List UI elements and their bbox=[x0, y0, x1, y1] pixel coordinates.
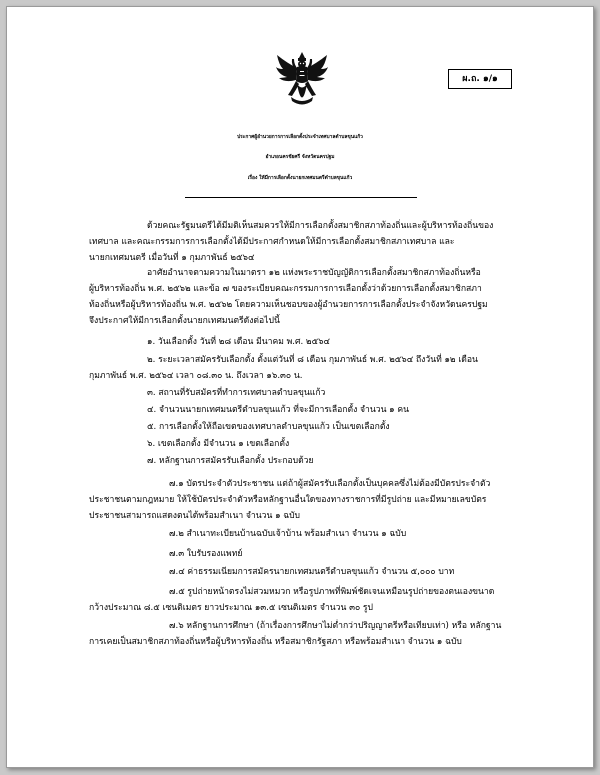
list-item: ๔. จำนวนนายกเทศมนตรีตำบลขุนแก้ว ที่จะมีการเลือกตั้ง จำนวน ๑ คน bbox=[147, 405, 409, 415]
body-line: ประชาชนสามารถแสดงตนได้พร้อมสำเนา จำนวน ๑ ฉบับ bbox=[89, 511, 301, 521]
body-line: ประชาชนตามกฎหมาย ให้ใช้บัตรประจำตัวหรือหลักฐานอื่นใดของทางราชการที่มีรูปถ่าย และมีหมายเลขบัตร bbox=[89, 495, 487, 505]
body-line: อาศัยอำนาจตามความในมาตรา ๑๒ แห่งพระราชบัญญัติการเลือกตั้งสมาชิกสภาท้องถิ่นหรือ bbox=[147, 268, 481, 278]
sub-item: ๗.๔ ค่าธรรมเนียมการสมัครนายกเทศมนตรีตำบลขุนแก้ว จำนวน ๕,๐๐๐ บาท bbox=[169, 567, 455, 577]
list-item: ๖. เขตเลือกตั้ง มีจำนวน ๑ เขตเลือกตั้ง bbox=[147, 439, 290, 449]
body-line: กุมภาพันธ์ พ.ศ. ๒๕๖๔ เวลา ๐๘.๓๐ น. ถึงเวลา ๑๖.๓๐ น. bbox=[89, 371, 303, 381]
body-line: กว้างประมาณ ๘.๕ เซนติเมตร ยาวประมาณ ๑๓.๕ เซนติเมตร จำนวน ๓๐ รูป bbox=[89, 603, 373, 613]
district-province: อำเภอนครชัยศรี จังหวัดนครปฐม bbox=[265, 154, 335, 160]
list-item: ๗. หลักฐานการสมัครรับเลือกตั้ง ประกอบด้วย bbox=[147, 456, 314, 466]
garuda-emblem-icon bbox=[275, 51, 329, 113]
sub-item: ๗.๒ สำเนาทะเบียนบ้านฉบับเจ้าบ้าน พร้อมสำเนา จำนวน ๑ ฉบับ bbox=[169, 529, 407, 539]
announcement-title: ประกาศผู้อำนวยการการเลือกตั้งประจำเทศบาลตำบลขุนแก้ว bbox=[237, 134, 363, 140]
title-divider bbox=[185, 197, 417, 198]
body-line: จึงประกาศให้มีการเลือกตั้งนายกเทศมนตรีดังต่อไปนี้ bbox=[89, 316, 280, 326]
body-line: ด้วยคณะรัฐมนตรีได้มีมติเห็นสมควรให้มีการเลือกตั้งสมาชิกสภาท้องถิ่นและผู้บริหารท้องถิ่นของ bbox=[147, 221, 494, 231]
announcement-subject: เรื่อง ให้มีการเลือกตั้งนายกเทศมนตรีตำบลขุนแก้ว bbox=[247, 175, 353, 181]
body-line: เทศบาล และคณะกรรมการการเลือกตั้งได้มีประกาศกำหนดให้มีการเลือกตั้งสมาชิกสภาเทศบาล และ bbox=[89, 237, 455, 247]
body-line: ผู้บริหารท้องถิ่น พ.ศ. ๒๕๖๒ และข้อ ๗ ของระเบียบคณะกรรมการการเลือกตั้งว่าด้วยการเลือกตั้งสมาชิกสภา bbox=[89, 284, 482, 294]
body-line: ท้องถิ่นหรือผู้บริหารท้องถิ่น พ.ศ. ๒๕๖๒ โดยความเห็นชอบของผู้อำนวยการการเลือกตั้งประจำจังหวัดนครปฐม bbox=[89, 300, 488, 310]
list-item: ๒. ระยะเวลาสมัครรับเลือกตั้ง ตั้งแต่วันที่ ๘ เดือน กุมภาพันธ์ พ.ศ. ๒๕๖๔ ถึงวันที่ ๑๒ เดือน bbox=[147, 355, 478, 365]
list-item: ๑. วันเลือกตั้ง วันที่ ๒๘ เดือน มีนาคม พ.ศ. ๒๕๖๔ bbox=[147, 337, 331, 347]
sub-item: ๗.๓ ใบรับรองแพทย์ bbox=[169, 549, 243, 559]
document-page bbox=[6, 6, 594, 768]
list-item: ๓. สถานที่รับสมัครที่ทำการเทศบาลตำบลขุนแก้ว bbox=[147, 388, 326, 398]
body-line: นายกเทศมนตรี เมื่อวันที่ ๑ กุมภาพันธ์ ๒๕๖๔ bbox=[89, 253, 255, 263]
list-item: ๕. การเลือกตั้งให้ถือเขตของเทศบาลตำบลขุนแก้ว เป็นเขตเลือกตั้ง bbox=[147, 422, 390, 432]
sub-item: ๗.๑ บัตรประจำตัวประชาชน แต่ถ้าผู้สมัครรับเลือกตั้งเป็นบุคคลซึ่งไม่ต้องมีบัตรประจำตัว bbox=[169, 479, 491, 489]
sub-item: ๗.๕ รูปถ่ายหน้าตรงไม่สวมหมวก หรือรูปภาพที่พิมพ์ชัดเจนเหมือนรูปถ่ายของตนเองขนาด bbox=[169, 587, 495, 597]
form-code-box: ผ.ถ. ๑/๑ bbox=[448, 69, 512, 89]
sub-item: ๗.๖ หลักฐานการศึกษา (ถ้าเรื่องการศึกษาไม่ต่ำกว่าปริญญาตรีหรือเทียบเท่า) หรือ หลักฐาน bbox=[169, 621, 502, 631]
body-line: การเคยเป็นสมาชิกสภาท้องถิ่นหรือผู้บริหารท้องถิ่น หรือสมาชิกรัฐสภา หรือพร้อมสำเนา จำนวน ๑ ฉบับ bbox=[89, 637, 462, 647]
